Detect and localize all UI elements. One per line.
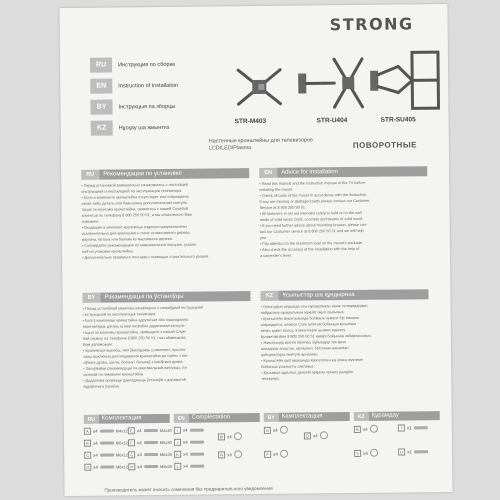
part-item xyxy=(218,432,244,440)
instruction-page xyxy=(59,4,452,496)
language-badge: BY xyxy=(82,293,100,303)
section-body xyxy=(259,180,428,259)
section-en xyxy=(259,166,428,260)
model-label: STR-M403 xyxy=(234,117,267,126)
bolt-icon xyxy=(144,441,158,444)
section-header xyxy=(259,166,427,178)
part-size: M6x30 xyxy=(159,451,172,458)
part-letter: P xyxy=(264,450,271,457)
part-qty: x4 xyxy=(92,440,98,446)
complectation-header xyxy=(84,414,170,424)
section-title: Рекомендации по установке xyxy=(99,168,249,180)
text-line: • Check all parts of the mount in accordance with the instruction. xyxy=(259,192,368,198)
text-line: • Перед установкой внимательно ознакомьтесь с настоящей xyxy=(81,182,188,188)
bolt-icon xyxy=(144,429,158,432)
part-item xyxy=(128,427,172,434)
part-size: M4x12 xyxy=(115,428,128,434)
part-item xyxy=(174,451,206,458)
language-badge: EN xyxy=(90,78,112,93)
language-label: Інструкцыя па зборцы xyxy=(118,103,176,110)
complectation-kz xyxy=(354,411,441,485)
spacer-icon xyxy=(280,426,288,434)
part-letter: C xyxy=(84,452,91,459)
part-item xyxy=(398,448,430,455)
part-size: M5x12 xyxy=(115,440,128,446)
complectation-title: Complectation xyxy=(189,413,260,423)
section-ru xyxy=(81,168,250,262)
part-letter: A xyxy=(84,428,91,435)
text-line: • Also check the accuracy of the installation with the help of xyxy=(259,246,360,252)
section-body xyxy=(83,305,252,390)
washer-icon xyxy=(234,450,242,458)
bolt-icon xyxy=(100,430,114,433)
text-line: клиентов по телефону 8 800 250 50 51, и мы обязательно Вам xyxy=(81,212,192,218)
part-item xyxy=(264,426,290,434)
language-badge: RU xyxy=(90,57,112,72)
text-line: • Захоўвайце рэкамендацыі па максімальнай нагрузцы, па- xyxy=(83,365,188,371)
part-item xyxy=(174,439,206,446)
part-letter: U xyxy=(398,448,405,455)
text-line: ной на упаковке кронштейна. xyxy=(81,249,134,254)
language-badge: KZ xyxy=(260,291,278,301)
part-qty: x4 xyxy=(93,464,99,470)
part-letter: N xyxy=(218,451,225,458)
bolt-icon xyxy=(144,453,158,456)
text-line: • Если в комплекте кронштейна отсутствует или повреждена xyxy=(81,194,189,200)
section-title: Advice for installation xyxy=(277,166,427,178)
language-row-en xyxy=(90,75,222,95)
spacer-icon xyxy=(280,450,288,458)
cap-icon xyxy=(370,449,378,457)
language-badge: BY xyxy=(264,413,279,422)
part-letter: M xyxy=(219,433,224,439)
section-title: Рэкамендацыі па ўстаноўцы xyxy=(100,291,250,303)
text-line: • All fasteners in set are intended solely to hold on to the wall xyxy=(259,210,362,216)
text-line: исключительно для крепления к стене из массивного дерева, xyxy=(81,230,191,236)
part-qty: x4 xyxy=(362,426,368,432)
nut-icon xyxy=(320,431,328,439)
screw-icon xyxy=(190,453,204,456)
text-line: Қызметімізбен 8 800 250 50 51 нөмірі бойынша хабарласыңыз. xyxy=(260,333,372,339)
text-line: • Дополнительно проверьте поставку с помощью строительного уровня. xyxy=(82,254,210,260)
text-line: • Қосымша құрылыс деңгейі арқылы орнату дәлдігін xyxy=(261,369,354,375)
text-line: tact our Customer service at 8 800 250 50 51 and we will help xyxy=(259,228,364,234)
part-qty: x4 xyxy=(183,463,189,469)
part-letter: S xyxy=(354,449,361,456)
part-letter: L xyxy=(174,463,181,470)
part-letter: F xyxy=(128,439,135,446)
text-line: масқарлы ағаштан, кірпіштен, бетоннан жасалған xyxy=(261,346,349,351)
parts-list xyxy=(354,424,441,485)
complectation-ru xyxy=(84,414,171,488)
text-line: бойынша ұсынысты сақтаңыз. xyxy=(261,364,315,369)
part-qty: x4 xyxy=(273,451,278,457)
complectation-title: Комплектация xyxy=(99,414,170,424)
part-qty: x4 xyxy=(272,427,278,433)
complectation-header xyxy=(174,413,260,423)
section-title: Ұсыныстар ша құндырғыа xyxy=(278,289,428,301)
text-line: • Кронштейн жиынтығында болмаса немесе бір бөлшек xyxy=(260,315,360,321)
text-line: made of solid wood, brick, concrete and beams of solid wood. xyxy=(259,216,364,222)
part-size: M8x12 xyxy=(116,464,129,470)
part-letter: G xyxy=(130,452,134,458)
part-size: M6x12 xyxy=(115,452,128,458)
part-size: M4x30 xyxy=(159,427,172,434)
part-item xyxy=(354,425,380,433)
language-badge: KZ xyxy=(354,412,369,421)
language-row-kz xyxy=(91,117,223,137)
part-qty: x4 xyxy=(363,450,368,456)
part-size: M5x30 xyxy=(159,439,172,446)
text-line: If any are missing or damaged parts please contact our Customer xyxy=(259,198,370,204)
text-line: installing the mount. xyxy=(259,187,294,192)
part-size: M8x30 xyxy=(160,463,173,470)
language-badge: RU xyxy=(84,415,99,424)
part-item xyxy=(84,427,128,434)
language-badge: BY xyxy=(90,99,112,114)
part-letter: I xyxy=(174,427,181,434)
part-qty: x4 xyxy=(312,432,318,438)
product-subtitle: Настенные кронштейны для телевизоров LCD/LED/Plasma xyxy=(208,137,313,152)
part-letter: T xyxy=(398,424,405,431)
text-line: тексеріңіз. xyxy=(261,376,280,381)
language-row-by xyxy=(90,96,222,116)
text-line: қабырғаларға бекітуге арналған. xyxy=(261,352,319,357)
text-line: • If you need further advice about mounting bracket, please con- xyxy=(259,222,368,228)
section-header xyxy=(82,291,250,303)
text-line: бай сервісу па тэлефоне 8 800 250 50 51, і мы абавязкова xyxy=(82,335,186,341)
part-item xyxy=(264,450,290,458)
part-qty: x4 xyxy=(182,427,188,433)
part-letter: H xyxy=(128,463,135,470)
part-letter: Q xyxy=(305,432,310,438)
text-line: a carpenter's level. xyxy=(260,253,292,258)
part-item xyxy=(128,463,172,470)
text-line: • Калі ў камплекце кранштэйна адсутнічае або пашкоджана xyxy=(82,317,188,323)
screw-icon xyxy=(190,429,204,432)
part-qty: x4 xyxy=(93,452,98,458)
language-badge: KZ xyxy=(91,120,113,135)
bolt-icon xyxy=(100,441,114,444)
bolt-icon xyxy=(144,465,158,468)
language-label: Нұсқау ша жиынтға xyxy=(118,124,170,131)
cap-icon xyxy=(370,425,378,433)
product-images xyxy=(230,46,441,138)
text-line: кирпича, бетона или балкам из массивного дерева. xyxy=(81,236,173,242)
part-letter: B xyxy=(84,440,91,447)
bolt-icon xyxy=(100,453,114,456)
text-line: тацыя па мантажы кранштэйна, звяжыцеся з нашай Служ- xyxy=(82,329,187,335)
text-line: • Жиынтыққа кіретін бекіткіш бұйымдар тек қана xyxy=(260,340,346,345)
text-line: тация по монтажу кронштейна, свяжитесь с нашей Службой xyxy=(81,206,189,212)
part-qty: x4 xyxy=(137,452,142,458)
mount-u404-image xyxy=(296,53,367,114)
part-item xyxy=(84,439,128,446)
screw-icon xyxy=(190,441,204,444)
language-list xyxy=(90,54,223,139)
part-qty: x4 xyxy=(136,440,142,446)
part-qty: x4 xyxy=(227,451,232,457)
text-line: • Дадаткова праверце дакладнасць ўстаноўкі з дапамогай xyxy=(83,377,186,383)
model-label: STR-U404 xyxy=(316,117,348,125)
part-letter: E xyxy=(128,427,135,434)
section-kz xyxy=(260,289,429,383)
complectation-header xyxy=(354,411,440,421)
complectation-en xyxy=(174,413,261,487)
section-header xyxy=(260,289,428,301)
part-qty: x4 xyxy=(183,451,188,457)
part-qty: x1 xyxy=(407,449,412,455)
text-line: какая-либо деталь или Вам нужна дополнительная консуль- xyxy=(81,200,189,206)
text-line: • Pay attention to the maximum load on the mount's package. xyxy=(259,240,364,246)
part-item xyxy=(398,424,430,431)
text-line: зақымдалса, немесе Сізге монтаж бойынша қосымша xyxy=(260,321,356,327)
parts-list xyxy=(84,427,171,488)
text-line: казанай на пакаванні кранштэйна. xyxy=(83,372,144,377)
text-line: Вам дапаможам. xyxy=(82,342,113,347)
part-letter: J xyxy=(174,439,181,446)
part-qty: x4 xyxy=(137,464,143,470)
language-badge: RU xyxy=(81,170,99,180)
text-line: поможем. xyxy=(81,219,99,224)
part-item xyxy=(84,451,128,458)
footer-note: Производитель может вносить изменения без предварительного уведомления xyxy=(104,485,273,493)
section-body xyxy=(261,303,430,382)
part-qty: x4 xyxy=(92,428,98,434)
text-line: кеңес қажет болса, Клиенттерге қызмет көрсету xyxy=(260,328,346,333)
language-badge: EN xyxy=(174,414,189,423)
section-header xyxy=(81,168,249,180)
text-line: • Крапежныя вырабы, якія ўваходзяць у камплект, прызна- xyxy=(83,347,187,353)
key-icon xyxy=(414,450,428,453)
parts-list xyxy=(264,425,351,486)
complectation-header xyxy=(264,412,350,422)
part-item xyxy=(128,439,172,446)
text-line: • Перад усталёўкай уважліва азнаёмцеся з сапраўднай інструкцыяй xyxy=(82,305,203,311)
part-qty: x1 xyxy=(406,425,412,431)
text-line: • Входящие в комплект крепежные изделия предназначены xyxy=(81,224,187,230)
part-item xyxy=(174,463,206,470)
text-line: чаны выключна для мацавання кранштэйна да сцяны з ма- xyxy=(83,353,188,359)
part-item xyxy=(304,431,330,439)
product-title: ПОВОРОТНЫЕ xyxy=(352,140,418,150)
mount-m403-image xyxy=(230,62,289,113)
bolt-icon xyxy=(100,465,114,468)
section-by xyxy=(82,291,251,391)
language-label: Instruction of installation xyxy=(118,82,179,89)
part-letter: K xyxy=(174,451,181,458)
text-line: якая-небудзь дэталь ці вам патрэбна дадатковая кансуль- xyxy=(82,323,186,329)
part-qty: x4 xyxy=(226,433,232,439)
part-qty: x4 xyxy=(182,439,188,445)
text-line: і інструкцыяй па эксплуатацыі тэлевізара. xyxy=(82,312,157,317)
complectation-by xyxy=(264,412,351,486)
text-line: you. xyxy=(259,235,268,240)
part-item xyxy=(354,449,380,457)
part-qty: x4 xyxy=(136,428,142,434)
part-letter: D xyxy=(84,464,91,471)
text-line: сіўнага дрэва, цэглы, бетону і бэлькаў з масіўнага дрэва. xyxy=(83,359,184,365)
parts-list xyxy=(174,426,261,487)
text-line: пайдалану нұсқаулығын мұқият оқып шығыңыз. xyxy=(260,310,345,315)
washer-icon xyxy=(234,432,242,440)
text-line: • Соблюдайте рекомендацию по максимальной нагрузке, указан- xyxy=(81,242,198,248)
text-line: • Кронштейн қаптамасында көрсетілген ең үлкен жүктеме xyxy=(261,357,363,363)
text-line: будаўнічага ўзроўня. xyxy=(83,384,121,389)
part-item xyxy=(174,427,206,434)
language-badge: EN xyxy=(259,168,277,178)
part-item xyxy=(218,450,244,458)
part-letter: R xyxy=(354,425,361,432)
section-body xyxy=(81,182,250,261)
brand-logo: STRONG xyxy=(329,14,414,35)
wrench-icon xyxy=(414,426,428,429)
text-line: • Орнатудың алдында осы нұсқаулықты және теледидардың xyxy=(260,303,368,309)
part-letter: O xyxy=(265,427,269,433)
language-row-ru xyxy=(90,54,222,74)
screw-icon xyxy=(190,465,204,468)
text-line: инструкцией и инструкцией по эксплуатации телевизора. xyxy=(81,188,183,194)
language-label: Инструкция по сборке xyxy=(118,61,176,68)
complectation-title: Құрамдау xyxy=(369,411,440,421)
part-item xyxy=(128,451,172,458)
mount-su405-image xyxy=(368,46,443,113)
text-line: • Read this manual and the instruction manual of the TV before xyxy=(259,180,366,186)
text-line: Service at 8 800 250 50 51. xyxy=(259,205,307,210)
part-item xyxy=(84,463,128,470)
complectation-title: Камплектацыя xyxy=(279,412,350,422)
model-label: STR-SU405 xyxy=(380,116,416,124)
